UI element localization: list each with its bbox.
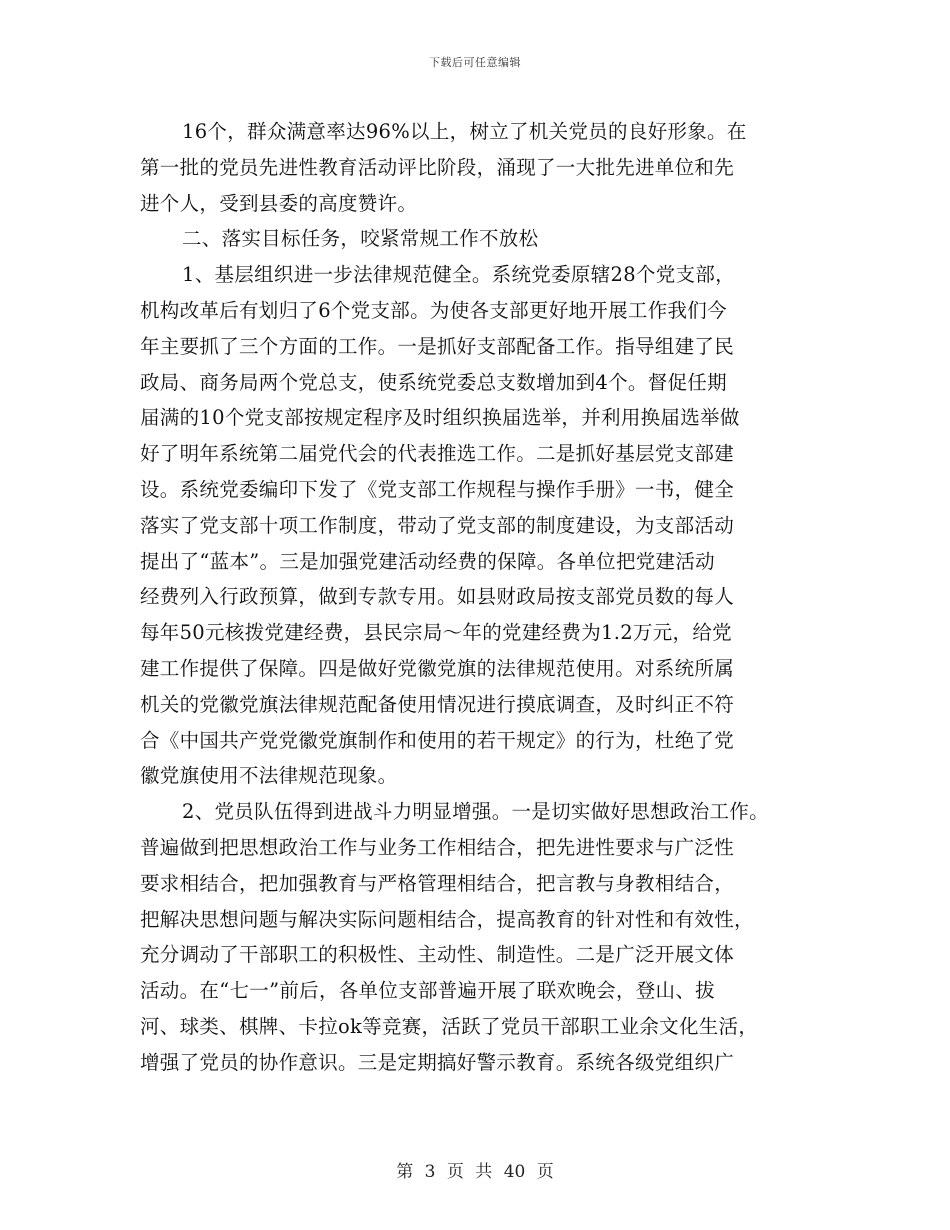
text-line: 活动。在“七一”前后，各单位支部普遍开展了联欢晚会，登山、拔 bbox=[140, 979, 715, 1003]
text-line: 设。系统党委编印下发了《党支部工作规程与操作手册》一书，健全 bbox=[140, 477, 735, 501]
text-line: 政局、商务局两个党总支，使系统党委总支数增加到4个。督促任期 bbox=[140, 370, 727, 394]
text-line: 提出了“蓝本”。三是加强党建活动经费的保障。各单位把党建活动 bbox=[140, 549, 715, 573]
text-line: 2、党员队伍得到进战斗力明显增强。一是切实做好思想政治工作。 bbox=[182, 800, 769, 824]
text-line: 进个人，受到县委的高度赞许。 bbox=[140, 191, 418, 215]
text-line: 16个，群众满意率达96%以上，树立了机关党员的良好形象。在 bbox=[182, 120, 747, 143]
text-line: 届满的10个党支部按规定程序及时组织换届选举，并利用换届选举做 bbox=[140, 406, 740, 430]
text-line: 二、落实目标任务，咬紧常规工作不放松 bbox=[182, 227, 539, 251]
text-line: 第一批的党员先进性教育活动评比阶段，涌现了一大批先进单位和先 bbox=[140, 155, 735, 179]
text-line: 1、基层组织进一步法律规范健全。系统党委原辖28个党支部， bbox=[182, 263, 735, 287]
text-line: 机关的党徽党旗法律规范配备使用情况进行摸底调查，及时纠正不符 bbox=[140, 692, 735, 716]
text-line: 合《中国共产党党徽党旗制作和使用的若干规定》的行为，杜绝了党 bbox=[140, 728, 735, 752]
text-line: 普遍做到把思想政治工作与业务工作相结合，把先进性要求与广泛性 bbox=[140, 835, 735, 859]
text-line: 要求相结合，把加强教育与严格管理相结合，把言教与身教相结合， bbox=[140, 871, 735, 895]
text-line: 每年50元核拨党建经费，县民宗局～年的党建经费为1.2万元，给党 bbox=[140, 621, 732, 645]
text-line: 徽党旗使用不法律规范现象。 bbox=[140, 764, 398, 788]
page-header: 下载后可任意编辑 bbox=[429, 56, 521, 69]
text-line: 增强了党员的协作意识。三是定期搞好警示教育。系统各级党组织广 bbox=[140, 1050, 735, 1074]
text-line: 经费列入行政预算，做到专款专用。如县财政局按支部党员数的每人 bbox=[140, 585, 735, 609]
text-line: 落实了党支部十项工作制度，带动了党支部的制度建设，为支部活动 bbox=[140, 513, 735, 537]
text-line: 建工作提供了保障。四是做好党徽党旗的法律规范使用。对系统所属 bbox=[140, 656, 735, 680]
text-line: 把解决思想问题与解决实际问题相结合，提高教育的针对性和有效性， bbox=[140, 907, 754, 931]
body-text bbox=[140, 114, 830, 1081]
page-footer: 第 3 页 共 40 页 bbox=[396, 1162, 554, 1182]
text-line: 年主要抓了三个方面的工作。一是抓好支部配备工作。指导组建了民 bbox=[140, 334, 735, 358]
text-line: 好了明年系统第二届党代会的代表推选工作。二是抓好基层党支部建 bbox=[140, 442, 735, 466]
text-line: 河、球类、棋牌、卡拉ok等竞赛，活跃了党员干部职工业余文化生活， bbox=[140, 1014, 759, 1038]
text-line: 充分调动了干部职工的积极性、主动性、制造性。二是广泛开展文体 bbox=[140, 943, 735, 967]
text-line: 机构改革后有划归了6个党支部。为使各支部更好地开展工作我们今 bbox=[140, 298, 727, 322]
